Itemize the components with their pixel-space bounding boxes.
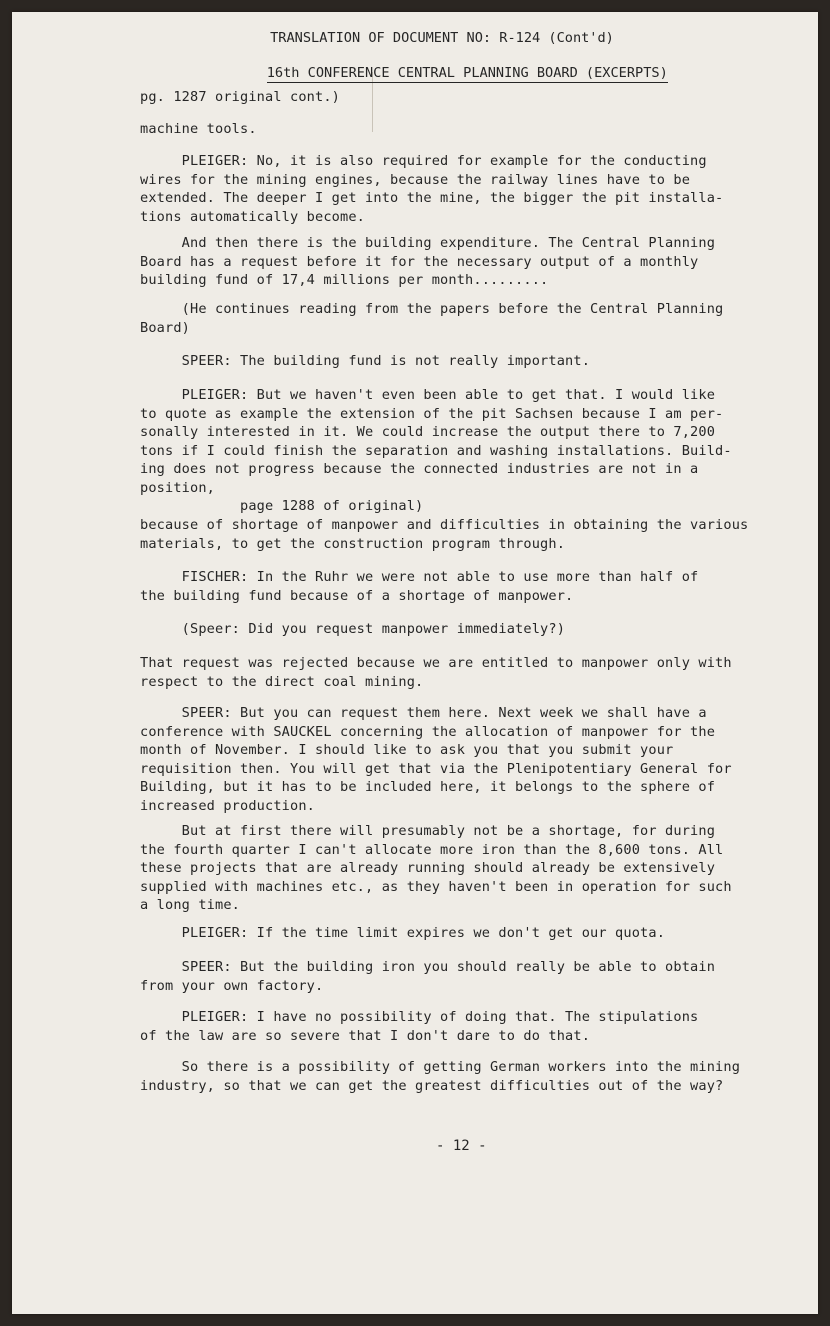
paragraph: And then there is the building expenditure. The Central Planning Board has a request before it for the necessary output of a monthly building fund of 17,4 millions per month.........: [140, 235, 716, 288]
paragraph: That request was rejected because we are entitled to manpower only with respect to the direct coal mining.: [140, 655, 732, 690]
paragraph: (Speer: Did you request manpower immediately?): [140, 621, 566, 637]
paragraph: FISCHER: In the Ruhr we were not able to use more than half of the building fund because of a shortage of manpower.: [140, 569, 699, 604]
header-title-line1: TRANSLATION OF DOCUMENT NO: R-124 (Cont'd): [270, 30, 614, 46]
paragraph: machine tools.: [140, 121, 257, 137]
document-page: [12, 12, 818, 1314]
paragraph: (He continues reading from the papers before the Central Planning Board): [140, 301, 724, 336]
paragraph: SPEER: The building fund is not really important.: [140, 353, 591, 369]
paragraph: PLEIGER: If the time limit expires we don't get our quota.: [140, 925, 666, 941]
paragraph: because of shortage of manpower and difficulties in obtaining the various materials, to get the construction program through.: [140, 517, 749, 552]
paragraph: SPEER: But the building iron you should really be able to obtain from your own factory.: [140, 959, 716, 994]
paragraph: PLEIGER: No, it is also required for example for the conducting wires for the mining engines, because the railway lines have to be extended. The deeper I get into the mine, the bigger the pit installa- tions automatically become.: [140, 153, 724, 225]
paragraph: SPEER: But you can request them here. Next week we shall have a conference with SAUCKEL concerning the allocation of manpower for the month of November. I should like to ask you that you submit your requisition then. You will get that via the Plenipotentiary General for Building, but it has to be included here, it belongs to the sphere of increased production.: [140, 705, 732, 814]
header-title-line2: 16th CONFERENCE CENTRAL PLANNING BOARD (EXCERPTS): [266, 65, 668, 81]
page-number: - 12 -: [436, 1138, 487, 1154]
paragraph: So there is a possibility of getting German workers into the mining industry, so that we can get the greatest difficulties out of the way?: [140, 1059, 741, 1094]
paragraph: pg. 1287 original cont.): [140, 89, 341, 105]
paragraph: PLEIGER: I have no possibility of doing that. The stipulations of the law are so severe that I don't dare to do that.: [140, 1009, 699, 1044]
paragraph: But at first there will presumably not be a shortage, for during the fourth quarter I can't allocate more iron than the 8,600 tons. All these projects that are already running should already be extensively supplied with machines etc., as they haven't been in operation for such a long time.: [140, 823, 732, 913]
paragraph: PLEIGER: But we haven't even been able to get that. I would like to quote as example the extension of the pit Sachsen because I am per- sonally interested in it. We could increase the output there to 7,200 tons if I could finish the separation and washing installations. Build- ing does not progress because the connected industries are not in a position, page 1288 of original): [140, 387, 732, 514]
